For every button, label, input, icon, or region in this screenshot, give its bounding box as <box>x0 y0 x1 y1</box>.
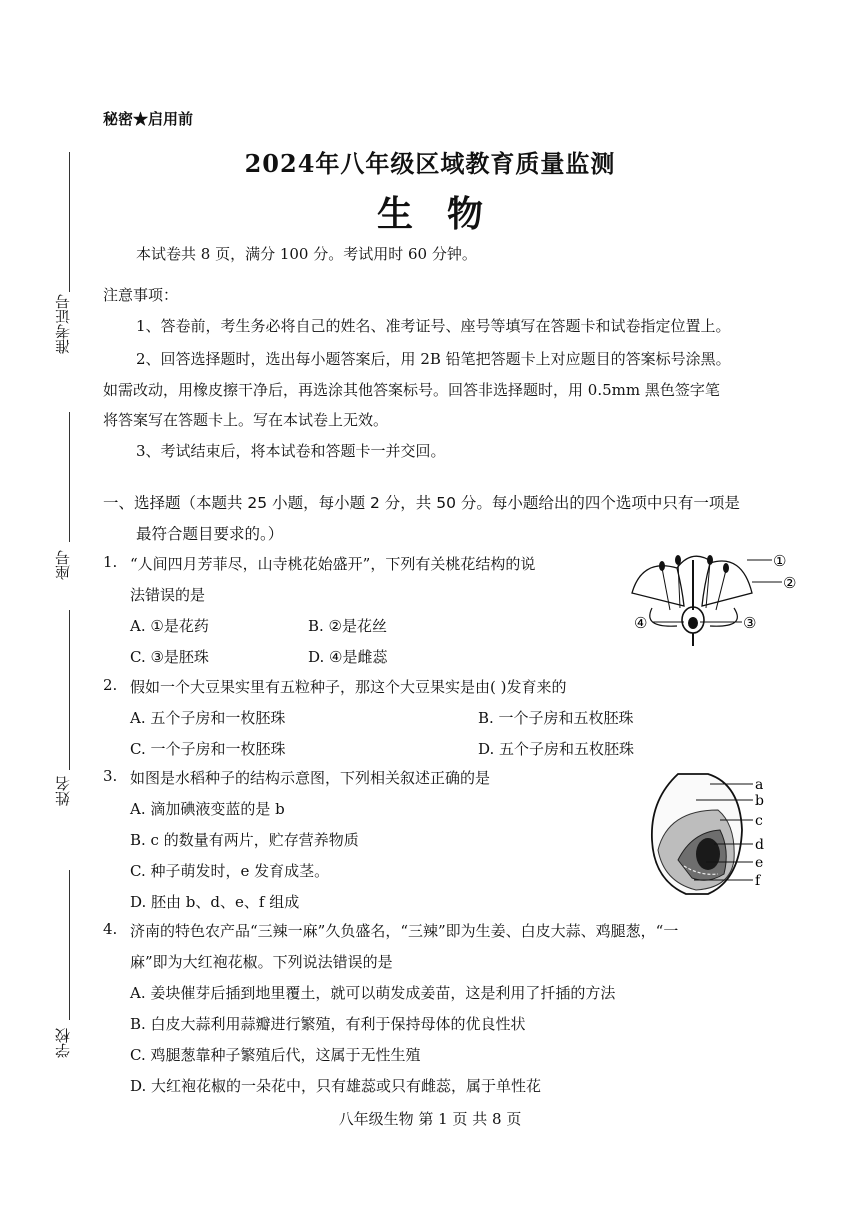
notice-item: 1、答卷前，考生务必将自己的姓名、准考证号、座号等填写在答题卡和试卷指定位置上。 <box>136 317 731 335</box>
seed-label: e <box>755 855 764 871</box>
option: C. 一个子房和一枚胚珠 <box>130 740 286 758</box>
flower-label: ② <box>783 574 797 592</box>
option: D. 大红袍花椒的一朵花中，只有雄蕊或只有雌蕊，属于单性花 <box>130 1077 542 1095</box>
notice-item: 将答案写在答题卡上。写在本试卷上无效。 <box>103 411 389 429</box>
question-stem: 假如一个大豆果实里有五粒种子，那这个大豆果实是由( )发育来的 <box>130 678 567 696</box>
question-stem: “人间四月芳菲尽，山寺桃花始盛开”，下列有关桃花结构的说 <box>130 555 536 573</box>
seed-label: c <box>755 813 763 829</box>
flower-label: ① <box>773 552 787 570</box>
flower-diagram <box>622 548 802 648</box>
option: A. 五个子房和一枚胚珠 <box>130 709 286 727</box>
exam-title: 2024年八年级区域教育质量监测 <box>244 149 616 178</box>
margin-line <box>69 610 70 770</box>
question-stem: 如图是水稻种子的结构示意图，下列相关叙述正确的是 <box>130 769 491 787</box>
option: D. 五个子房和五枚胚珠 <box>478 740 635 758</box>
exam-intro: 本试卷共 8 页，满分 100 分。考试用时 60 分钟。 <box>136 245 477 263</box>
section-heading: 最符合题目要求的。） <box>136 525 284 543</box>
margin-line <box>69 870 70 1020</box>
margin-line <box>69 412 70 542</box>
question-number: 1. <box>103 553 118 571</box>
seed-label: a <box>755 777 764 793</box>
question-number: 4. <box>103 920 118 938</box>
notice-heading: 注意事项： <box>103 286 179 304</box>
flower-label: ③ <box>743 614 757 632</box>
option: D. 胚由 b、d、e、f 组成 <box>130 893 300 911</box>
option: B. c 的数量有两片，贮存营养物质 <box>130 831 359 849</box>
option: A. 姜块催芽后插到地里覆土，就可以萌发成姜苗，这是利用了扦插的方法 <box>130 984 616 1002</box>
page-footer: 八年级生物 第 1 页 共 8 页 <box>338 1110 522 1128</box>
question-stem: 法错误的是 <box>130 586 206 604</box>
option: B. 一个子房和五枚胚珠 <box>478 709 634 727</box>
exam-id-label: 准考证号 <box>54 294 72 354</box>
rice-seed-diagram <box>648 770 778 900</box>
option: A. 滴加碘液变蓝的是 b <box>130 800 285 818</box>
subject-title: 生物 <box>376 193 517 235</box>
question-number: 2. <box>103 676 118 694</box>
flower-label: ④ <box>634 614 648 632</box>
secret-mark: 秘密★启用前 <box>103 110 194 128</box>
notice-item: 2、回答选择题时，选出每小题答案后，用 2B 铅笔把答题卡上对应题目的答案标号涂黑。 <box>136 350 731 368</box>
option: B. ②是花丝 <box>308 617 388 635</box>
question-stem: 麻”即为大红袍花椒。下列说法错误的是 <box>130 953 393 971</box>
notice-item: 如需改动，用橡皮擦干净后，再选涂其他答案标号。回答非选择题时，用 0.5mm 黑色签字笔 <box>103 381 720 399</box>
seed-label: d <box>755 837 764 853</box>
option: C. 种子萌发时，e 发育成茎。 <box>130 862 330 880</box>
name-label: 姓名 <box>54 776 72 806</box>
option: A. ①是花药 <box>130 617 209 635</box>
seat-label: 座号 <box>54 550 72 580</box>
option: C. 鸡腿葱靠种子繁殖后代，这属于无性生殖 <box>130 1046 421 1064</box>
notice-item: 3、考试结束后，将本试卷和答题卡一并交回。 <box>136 442 446 460</box>
section-heading: 一、选择题（本题共 25 小题，每小题 2 分，共 50 分。每小题给出的四个选项中只有一项是 <box>103 494 740 512</box>
school-label: 学校 <box>54 1028 72 1058</box>
option: D. ④是雌蕊 <box>308 648 388 666</box>
option: B. 白皮大蒜利用蒜瓣进行繁殖，有利于保持母体的优良性状 <box>130 1015 526 1033</box>
seed-label: f <box>755 873 761 889</box>
option: C. ③是胚珠 <box>130 648 209 666</box>
question-stem: 济南的特色农产品“三辣一麻”久负盛名，“三辣”即为生姜、白皮大蒜、鸡腿葱，“一 <box>130 922 679 940</box>
seed-label: b <box>755 793 764 809</box>
question-number: 3. <box>103 767 118 785</box>
